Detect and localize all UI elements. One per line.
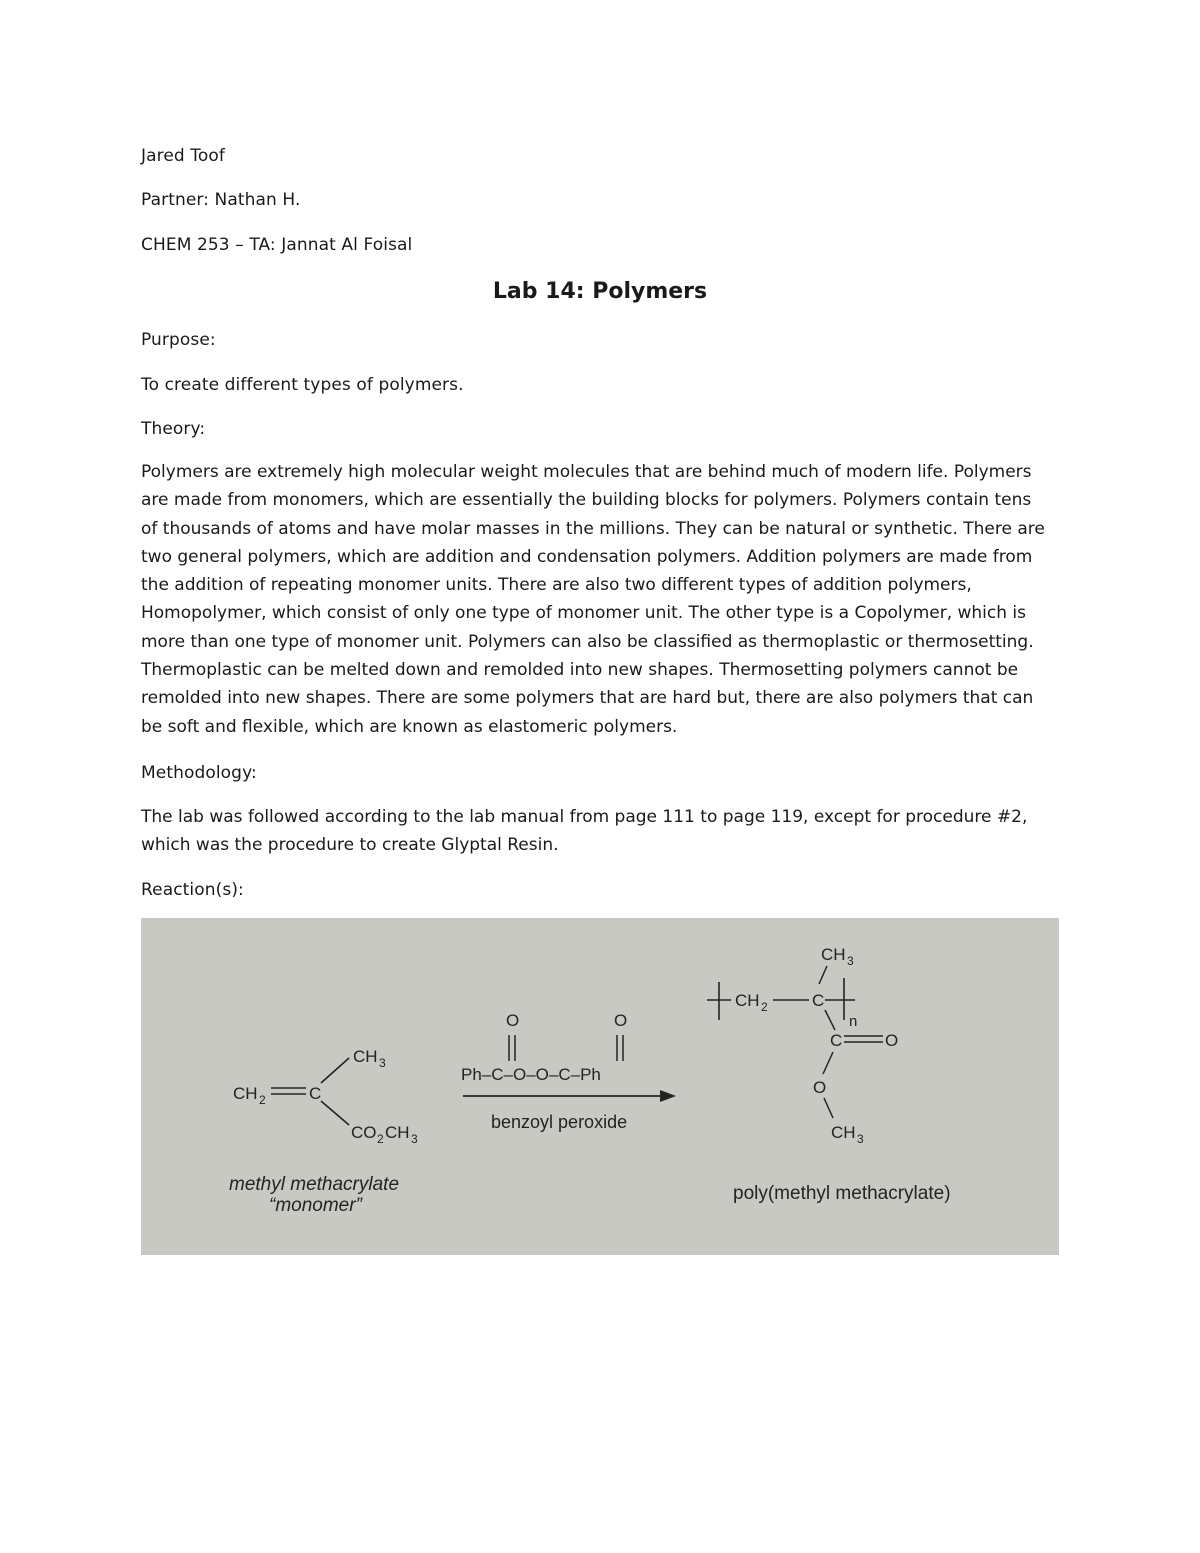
theory-line: are made from monomers, which are essentially the building blocks for polymers. Polymers contain tens [141,490,1032,511]
theory-line: more than one type of monomer unit. Polymers can also be classified as thermoplastic or thermosetting. [141,631,1034,652]
svg-text:2: 2 [377,1132,384,1146]
theory-paragraph [141,458,1063,741]
svg-text:O: O [885,1031,899,1050]
theory-line: Polymers are extremely high molecular weight molecules that are behind much of modern life. Polymers [141,462,1032,482]
theory-heading: Theory: [141,419,206,439]
initiator-formula: Ph–C–O–O–C–Ph [461,1065,601,1084]
reaction-arrow [463,1090,676,1102]
svg-text:CH: CH [735,991,760,1010]
monomer-quote-label: “monomer” [269,1195,362,1216]
svg-text:CH: CH [385,1123,410,1142]
svg-text:3: 3 [847,954,854,968]
page-title: Lab 14: Polymers [492,279,708,304]
initiator-structure [506,1011,627,1061]
methodology-line: The lab was followed according to the lab manual from page 111 to page 119, except for procedure #2, [141,807,1028,827]
svg-text:2: 2 [761,1000,768,1014]
svg-text:CH: CH [831,1123,856,1142]
svg-text:2: 2 [259,1093,266,1107]
initiator-label: benzoyl peroxide [491,1112,628,1132]
monomer-structure [233,1047,418,1146]
theory-line: two general polymers, which are addition and condensation polymers. Addition polymers are made from [141,546,1033,567]
purpose-heading: Purpose: [141,330,216,350]
theory-line: remolded into new shapes. There are some polymers that are hard but, there are also polymers that can [141,688,1034,709]
reactions-heading: Reaction(s): [141,880,244,900]
svg-text:3: 3 [411,1132,418,1146]
svg-text:n: n [849,1013,858,1030]
author-line: Jared Toof [141,146,225,166]
svg-text:CH: CH [233,1084,258,1103]
svg-text:O: O [813,1078,827,1097]
partner-line: Partner: Nathan H. [141,190,301,210]
svg-text:CH: CH [821,945,846,964]
theory-line: Thermoplastic can be melted down and remolded into new shapes. Thermosetting polymers cannot be [141,660,1019,681]
theory-line: of thousands of atoms and have molar masses in the millions. They can be natural or synthetic. There are [141,518,1045,539]
course-line: CHEM 253 – TA: Jannat Al Foisal [141,235,413,255]
polymer-structure [707,945,898,1146]
svg-text:3: 3 [857,1132,864,1146]
svg-text:O: O [614,1011,628,1030]
svg-text:C: C [309,1084,322,1103]
methodology-line: which was the procedure to create Glyptal Resin. [141,835,559,856]
svg-text:C: C [830,1031,843,1050]
svg-text:O: O [506,1011,520,1030]
methodology-paragraph [141,803,1063,860]
theory-line: the addition of repeating monomer units. There are also two different types of addition polymers, [141,575,972,596]
methodology-heading: Methodology: [141,763,257,783]
svg-text:3: 3 [379,1056,386,1070]
monomer-label: methyl methacrylate [229,1174,400,1195]
svg-text:CH: CH [353,1047,378,1066]
purpose-text: To create different types of polymers. [141,375,464,395]
polymer-label: poly(methyl methacrylate) [733,1183,951,1204]
reaction-figure [141,918,1059,1255]
theory-line: Homopolymer, which consist of only one type of monomer unit. The other type is a Copolymer, which is [141,603,1027,624]
svg-text:CO: CO [351,1123,377,1142]
theory-line: be soft and flexible, which are known as elastomeric polymers. [141,716,678,737]
svg-text:C: C [812,991,825,1010]
